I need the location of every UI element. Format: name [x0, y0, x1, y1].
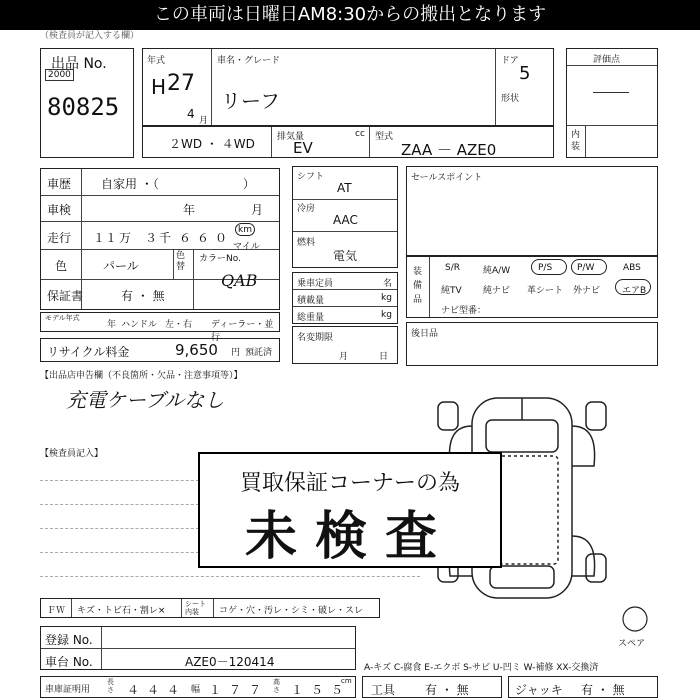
displacement-value: EV — [293, 139, 313, 157]
cert-height-label: 高さ — [273, 678, 280, 694]
weight-label: 総重量 — [297, 313, 325, 323]
seat-label: シート内装 — [185, 600, 206, 616]
aircon-label: 冷房 — [297, 204, 316, 214]
equip-sr: S/R — [445, 263, 460, 273]
model-label: 車名・グレード — [217, 56, 281, 66]
remarks-box — [406, 322, 658, 366]
name-change-label: 名変期限 — [297, 333, 334, 343]
stamp-line2: 未検査 — [244, 506, 455, 567]
shift-value: AT — [337, 181, 352, 195]
stamp-line1: 買取保証コーナーの為 — [239, 471, 460, 496]
equip-leather: 革シート — [527, 286, 564, 296]
equip-tv: 純TV — [441, 286, 462, 296]
doors-value: 5 — [519, 63, 531, 84]
lot-number: 80825 — [47, 93, 120, 121]
sales-point-label: セールスポイント — [411, 173, 483, 183]
jack-label: ジャッキ — [515, 683, 563, 697]
mileage-man-unit: 万 — [119, 231, 132, 245]
score-value: ――― — [593, 85, 629, 99]
cert-height: １５５ — [291, 683, 352, 697]
damage-legend: A-キズ C-腐食 E-エクボ S-サビ U-凹ミ W-補修 XX-交換済 — [364, 663, 599, 673]
mileage-label: 走行 — [47, 231, 72, 245]
model-name: リーフ — [221, 89, 280, 113]
navi-model-label: ナビ型番： — [441, 306, 487, 316]
capacity-block — [292, 272, 398, 324]
equip-abs: ABS — [623, 263, 641, 273]
equip-ps: P/S — [538, 263, 553, 273]
year-month: 4 — [187, 107, 195, 121]
header-note: （検査員が記入する欄） — [40, 31, 140, 41]
displacement-label: 排気量 — [277, 132, 305, 142]
fuel-label: 燃料 — [297, 238, 316, 248]
history-value: 自家用 ・（ ） — [101, 177, 255, 191]
dealer-label: ディーラー・並行 — [211, 320, 274, 343]
model-year-row — [40, 312, 280, 343]
chassis-value: AZE0－120414 — [185, 655, 275, 669]
vehicle-header-box — [142, 48, 554, 126]
warranty-label: 保証書 — [47, 289, 84, 303]
lot-tag: 2000 — [45, 69, 74, 81]
name-change-month: 月 — [339, 352, 349, 362]
cert-width: １７７ — [209, 683, 270, 697]
year-label: 年式 — [147, 56, 166, 66]
year-value: 27 — [167, 71, 195, 96]
registration-label: 登録 No. — [45, 633, 93, 647]
fw-codes: キズ・トビ石・割レ× — [77, 606, 166, 616]
name-change-block — [292, 326, 398, 364]
equip-pw: P/W — [577, 263, 595, 273]
mileage-rest: ６６０ — [179, 231, 234, 245]
spare-tire-icon — [618, 604, 652, 634]
color-code: QAB — [221, 271, 258, 290]
cert-row — [40, 676, 356, 698]
equip-ext-navi: 外ナビ — [573, 286, 601, 296]
not-inspected-stamp — [198, 452, 502, 568]
jack-box — [508, 676, 658, 698]
shift-label: シフト — [297, 172, 325, 182]
km-unit: km — [235, 223, 255, 236]
score-label: 評価点 — [593, 55, 621, 65]
handle-label: ハンドル — [121, 320, 158, 330]
seat-codes: コゲ・穴・汚レ・シミ・破レ・スレ — [219, 606, 364, 616]
equipment-box — [406, 256, 658, 318]
recycle-row — [40, 338, 280, 362]
tools-label: 工具 — [371, 683, 396, 697]
tools-box — [362, 676, 502, 698]
recycle-value: 9,650 — [175, 341, 218, 359]
history-label: 車歴 — [47, 177, 72, 191]
cert-length-label: 長さ — [107, 678, 114, 694]
aircon-value: AAC — [333, 213, 358, 227]
type-value: ZAA － AZE0 — [401, 141, 497, 159]
mileage-man: １１ — [93, 231, 118, 245]
load-label: 積載量 — [297, 296, 325, 306]
declaration-label: 【出品店申告欄（不良箇所・欠品・注意事項等）】 — [40, 371, 243, 381]
fw-label: ＦＷ — [47, 606, 66, 616]
capacity-unit: 名 — [383, 279, 393, 289]
equip-airbag: エアB — [622, 286, 647, 296]
equip-alloy: 純A/W — [483, 266, 511, 276]
inspector-label: 【検査員記入】 — [40, 449, 104, 459]
recycle-deposit: 預託済 — [245, 348, 273, 358]
color-label: 色 — [55, 259, 68, 273]
lot-box — [40, 48, 134, 158]
fuel-value: 電気 — [333, 249, 358, 263]
weight-unit: kg — [381, 310, 392, 320]
year-month-unit: 月 — [199, 116, 209, 126]
interior-label: 内装 — [571, 130, 581, 152]
color-change-label: 色替 — [176, 251, 186, 272]
mileage-sen-unit: 千 — [159, 231, 172, 245]
jack-value: 有 ・ 無 — [581, 683, 625, 697]
sales-point-box — [406, 166, 658, 256]
pickup-banner: この車両は日曜日AM8:30からの搬出となります — [0, 0, 700, 30]
shape-label: 形状 — [501, 94, 520, 104]
inspection-label: 車検 — [47, 203, 72, 217]
chassis-label: 車台 No. — [45, 655, 93, 669]
cert-unit: cm — [341, 677, 352, 685]
equipment-label: 装備品 — [413, 267, 423, 305]
inspection-year-unit: 年 — [183, 203, 196, 217]
declaration-note: 充電ケーブルなし — [66, 388, 225, 412]
displacement-unit: cc — [355, 129, 365, 139]
spare-label: スペア — [618, 639, 646, 649]
registration-block — [40, 626, 356, 670]
remarks-label: 後日品 — [411, 329, 439, 339]
cert-width-label: 幅 — [191, 685, 201, 695]
doors-label: ドア — [501, 56, 519, 66]
year-era: H — [151, 75, 167, 99]
tools-value: 有 ・ 無 — [425, 683, 469, 697]
cert-length: ４４４ — [127, 683, 188, 697]
spec-block — [292, 166, 398, 268]
drive-row — [142, 126, 554, 158]
score-box — [566, 48, 658, 158]
name-change-day: 日 — [379, 352, 389, 362]
color-code-label: カラーNo. — [199, 254, 241, 264]
color-value: パール — [103, 259, 139, 273]
recycle-unit: 円 — [231, 348, 241, 358]
info-block — [40, 168, 280, 310]
equip-navi: 純ナビ — [483, 286, 511, 296]
warranty-value: 有 ・ 無 — [121, 289, 165, 303]
model-year-label: モデル年式 — [45, 314, 80, 322]
drive-options: ２WD ・ ４WD — [169, 137, 255, 151]
mileage-sen: ３ — [145, 231, 158, 245]
damage-codes-row — [40, 598, 380, 618]
capacity-label: 乗車定員 — [297, 279, 334, 289]
inspection-month-unit: 月 — [251, 203, 264, 217]
type-label: 型式 — [375, 132, 394, 142]
cert-label: 車庫証明用 — [45, 685, 91, 695]
lot-label: 出品 No. — [51, 56, 107, 72]
handle-value: 左・右 — [165, 320, 193, 330]
mile-unit: マイル — [233, 242, 260, 252]
load-unit: kg — [381, 293, 392, 303]
recycle-label: リサイクル料金 — [47, 345, 130, 359]
model-year-unit: 年 — [107, 320, 117, 330]
